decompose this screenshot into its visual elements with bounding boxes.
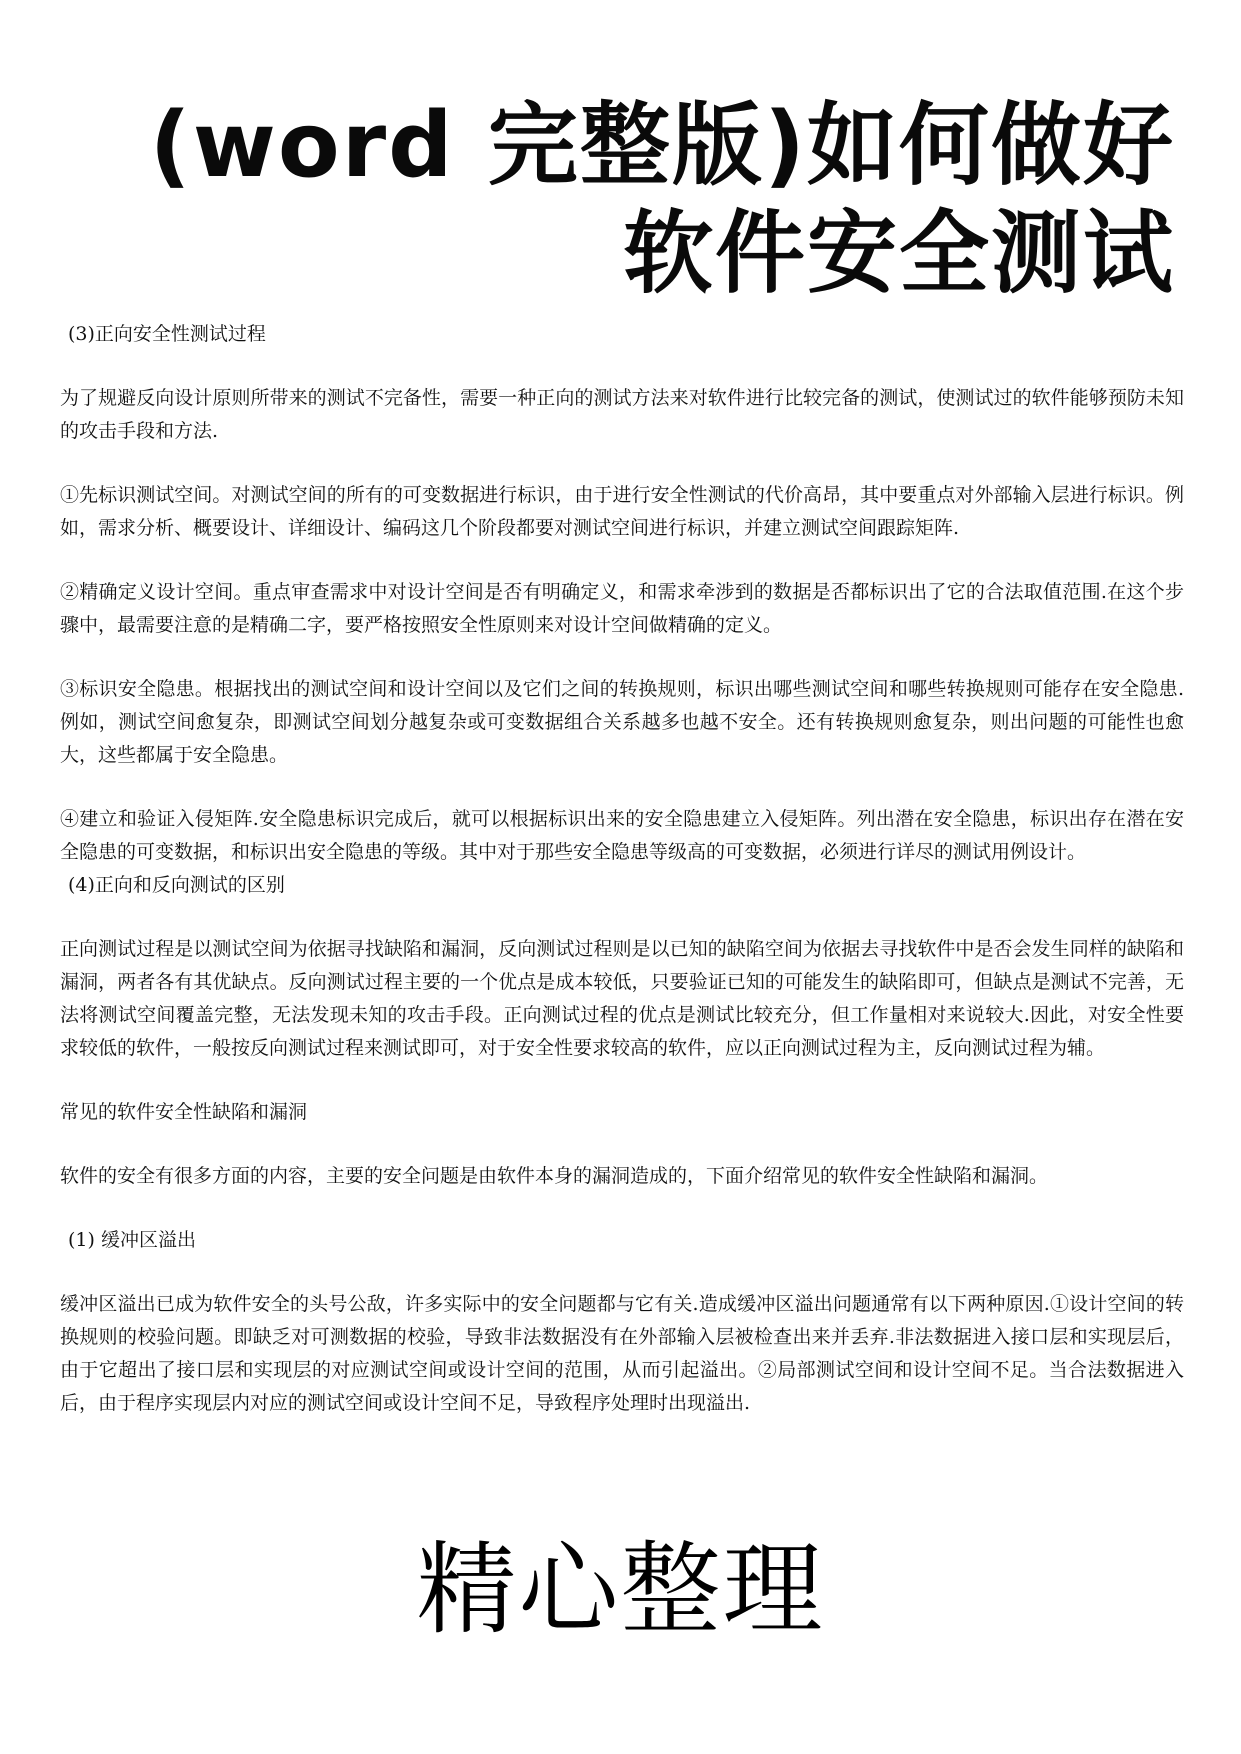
body-paragraph: 软件的安全有很多方面的内容，主要的安全问题是由软件本身的漏洞造成的，下面介绍常见的软件安全性缺陷和漏洞。 [60,1165,1049,1187]
section-heading-difference: (4)正向和反向测试的区别 [68,874,285,896]
body-paragraph: ③标识安全隐患。根据找出的测试空间和设计空间以及它们之间的转换规则，标识出哪些测试空间和哪些转换规则可能存在安全隐患.例如，测试空间愈复杂，即测试空间划分越复杂或可变数据组合关系越多也越不安全。还有转换规则愈复杂，则出问题的可能性也愈大，这些都属于安全隐患。 [60,678,1184,766]
section-heading-forward-test: (3)正向安全性测试过程 [68,323,266,345]
body-paragraph: ④建立和验证入侵矩阵.安全隐患标识完成后，就可以根据标识出来的安全隐患建立入侵矩阵。列出潜在安全隐患，标识出存在潜在安全隐患的可变数据，和标识出安全隐患的等级。其中对于那些安全隐患等级高的可变数据，必须进行详尽的测试用例设计。 [60,808,1184,863]
body-paragraph: 为了规避反向设计原则所带来的测试不完备性，需要一种正向的测试方法来对软件进行比较完备的测试，使测试过的软件能够预防未知的攻击手段和方法. [60,387,1184,442]
section-heading-common-defects: 常见的软件安全性缺陷和漏洞 [60,1101,308,1123]
document-title: (word 完整版)如何做好软件安全测试 [149,93,1175,306]
body-paragraph: 正向测试过程是以测试空间为依据寻找缺陷和漏洞，反向测试过程则是以已知的缺陷空间为依据去寻找软件中是否会发生同样的缺陷和漏洞，两者各有其优缺点。反向测试过程主要的一个优点是成本较低，只要验证已知的可能发生的缺陷即可，但缺点是测试不完善，无法将测试空间覆盖完整，无法发现未知的攻击手段。正向测试过程的优点是测试比较充分，但工作量相对来说较大.因此，对安全性要求较低的软件，一般按反向测试过程来测试即可，对于安全性要求较高的软件，应以正向测试过程为主，反向测试过程为辅。 [60,938,1184,1059]
section-heading-buffer-overflow: (1) 缓冲区溢出 [68,1229,196,1251]
body-paragraph: ①先标识测试空间。对测试空间的所有的可变数据进行标识，由于进行安全性测试的代价高昂，其中要重点对外部输入层进行标识。例如，需求分析、概要设计、详细设计、编码这几个阶段都要对测试空间进行标识，并建立测试空间跟踪矩阵. [60,484,1184,539]
body-paragraph: 缓冲区溢出已成为软件安全的头号公敌，许多实际中的安全问题都与它有关.造成缓冲区溢出问题通常有以下两种原因.①设计空间的转换规则的校验问题。即缺乏对可测数据的校验，导致非法数据没有在外部输入层被检查出来并丢弃.非法数据进入接口层和实现层后，由于它超出了接口层和实现层的对应测试空间或设计空间的范围，从而引起溢出。②局部测试空间和设计空间不足。当合法数据进入后，由于程序实现层内对应的测试空间或设计空间不足，导致程序处理时出现溢出. [60,1293,1184,1414]
body-paragraph: ②精确定义设计空间。重点审查需求中对设计空间是否有明确定义，和需求牵涉到的数据是否都标识出了它的合法取值范围.在这个步骤中，最需要注意的是精确二字，要严格按照安全性原则来对设计空间做精确的定义。 [60,581,1184,636]
footer-watermark-text: 精心整理 [416,1531,825,1648]
document-body [60,318,1184,1451]
